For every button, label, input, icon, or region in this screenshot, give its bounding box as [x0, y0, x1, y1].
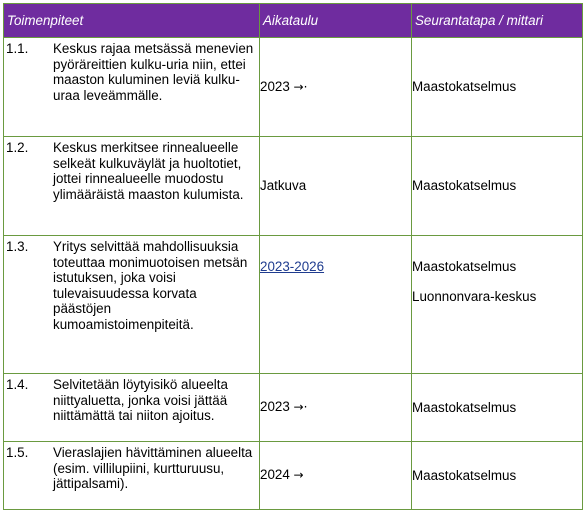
method-cell	[412, 374, 583, 442]
method-cell	[412, 38, 583, 137]
action-text: Selvitetään löytyisikö alueelta niittyaluetta, jonka voisi jättää niittämättä tai niiton ajoitus.	[53, 377, 228, 424]
header-actions: Toimenpiteet	[4, 4, 260, 38]
header-method: Seurantatapa / mittari	[412, 4, 583, 38]
row-number: 1.1.	[6, 41, 29, 56]
row-number: 1.4.	[6, 377, 29, 392]
method-cell	[412, 236, 583, 374]
arrow-right-icon: →·	[293, 79, 308, 94]
table-row	[4, 236, 583, 374]
row-number: 1.5.	[6, 445, 29, 460]
method-text: Maastokatselmus	[412, 178, 517, 194]
action-cell	[4, 137, 260, 236]
schedule-text: 2023	[260, 399, 290, 415]
schedule-cell	[260, 137, 412, 236]
method-text: Maastokatselmus	[412, 259, 517, 274]
schedule-cell	[260, 38, 412, 137]
schedule-link[interactable]: 2023-2026	[260, 259, 325, 274]
action-cell	[4, 374, 260, 442]
table-row	[4, 137, 583, 236]
method-text: Maastokatselmus	[412, 467, 517, 483]
action-text: Keskus merkitsee rinnealueelle selkeät kulkuväylät ja huoltotiet, jottei rinnealueelle muodostu ylimääräistä maaston kulumista.	[53, 140, 244, 202]
schedule-cell	[260, 236, 412, 374]
action-cell	[4, 236, 260, 374]
arrow-right-icon: →	[293, 468, 304, 483]
arrow-right-icon: →·	[293, 400, 308, 415]
action-text: Vieraslajien hävittäminen alueelta (esim. villilupiini, kurtturuusu, jättipalsami).	[53, 445, 253, 492]
schedule-text: 2024	[260, 467, 290, 483]
method-text-secondary: Luonnonvara-keskus	[412, 288, 537, 304]
table-row	[4, 442, 583, 510]
method-cell	[412, 442, 583, 510]
method-text: Maastokatselmus	[412, 399, 517, 415]
header-row	[4, 4, 583, 38]
method-text: Maastokatselmus	[412, 79, 517, 95]
row-number: 1.3.	[6, 239, 29, 254]
schedule-text: Jatkuva	[260, 178, 307, 194]
schedule-text: 2023	[260, 78, 290, 94]
schedule-cell	[260, 374, 412, 442]
table-row	[4, 38, 583, 137]
header-schedule: Aikataulu	[260, 4, 412, 38]
row-number: 1.2.	[6, 140, 29, 155]
action-text: Yritys selvittää mahdollisuuksia toteuttaa monimuotoisen metsän istutuksen, joka voisi tulevaisuudessa korvata päästöjen kumoamistoimenpiteitä.	[53, 239, 248, 332]
action-cell	[4, 38, 260, 137]
schedule-cell	[260, 442, 412, 510]
action-cell	[4, 442, 260, 510]
action-plan-table	[3, 3, 583, 510]
method-cell	[412, 137, 583, 236]
action-text: Keskus rajaa metsässä menevien pyöräreittien kulku-uria niin, ettei maaston kuluminen leviä kulku-uraa leveämmälle.	[53, 41, 254, 103]
table-row	[4, 374, 583, 442]
